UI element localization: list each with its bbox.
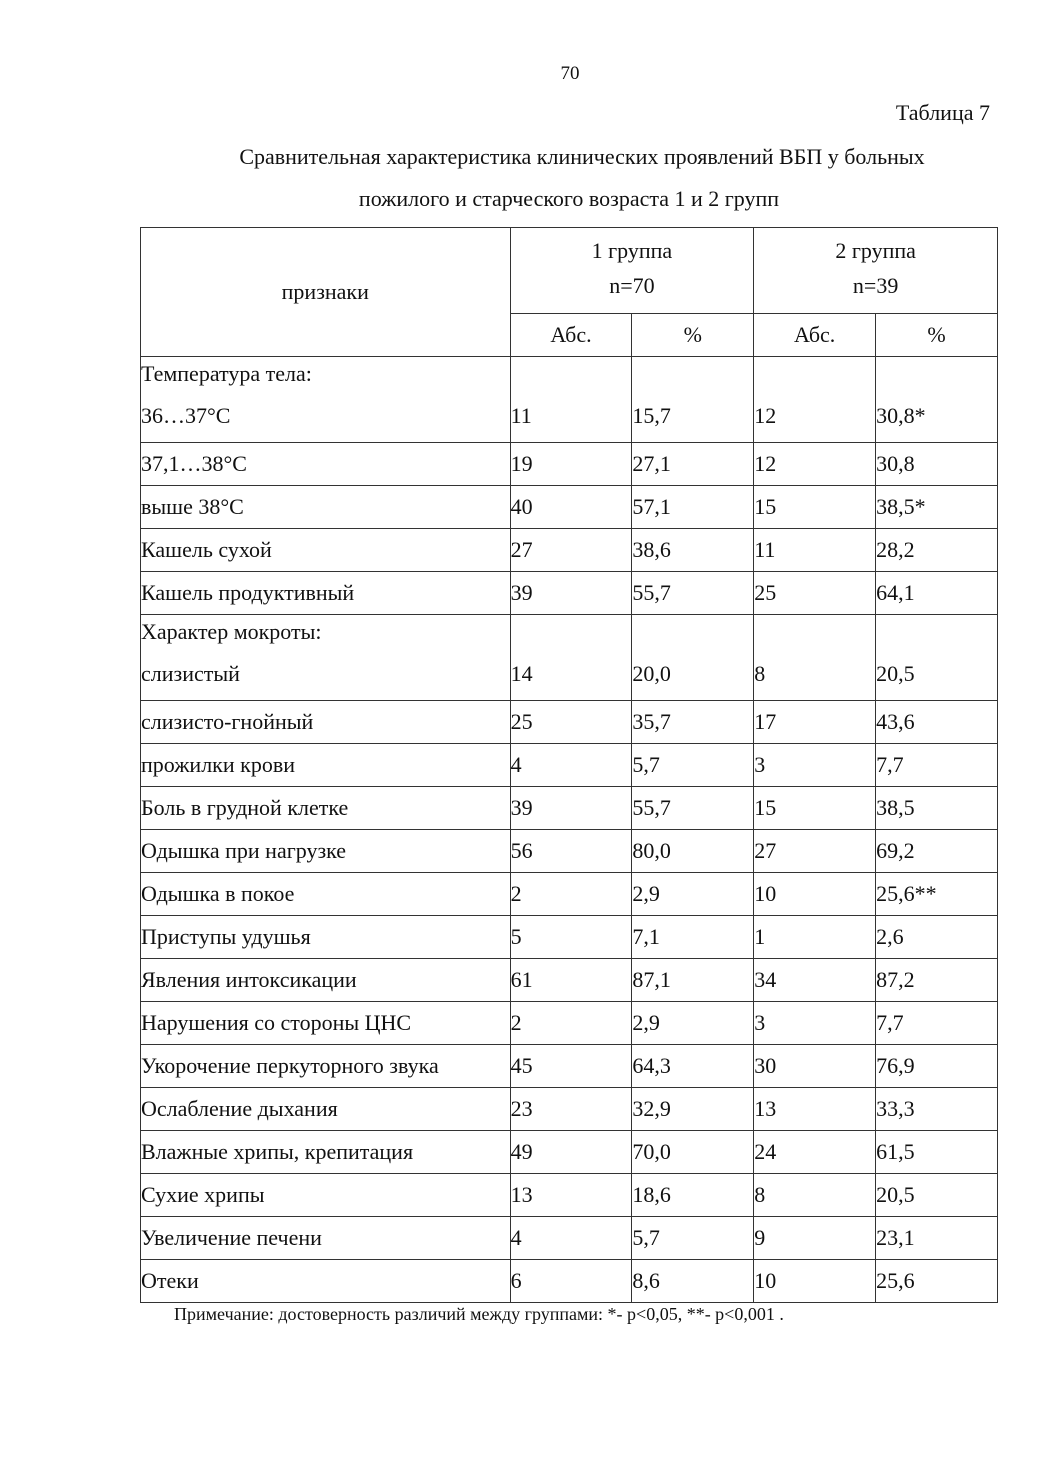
group-2-pct-value: 76,9 <box>876 1045 998 1088</box>
feature-label <box>141 1174 511 1217</box>
group-2-abs-value: 9 <box>754 1217 876 1260</box>
group-1-pct-value: 15,7 <box>632 357 754 443</box>
group-1-abs-value: 4 <box>510 744 632 787</box>
table-row <box>141 1260 998 1303</box>
group-1-abs-value: 56 <box>510 830 632 873</box>
group-1-pct-value: 20,0 <box>632 615 754 701</box>
table-row <box>141 787 998 830</box>
group-2-abs-value: 27 <box>754 830 876 873</box>
group-2-pct-value: 64,1 <box>876 572 998 615</box>
feature-group-heading: Температура тела: <box>141 361 312 386</box>
group-2-pct-value: 28,2 <box>876 529 998 572</box>
feature-name: Ослабление дыхания <box>141 1096 338 1121</box>
group-1-pct-value: 55,7 <box>632 572 754 615</box>
feature-label <box>141 1131 511 1174</box>
group-1-abs-value: 25 <box>510 701 632 744</box>
header-group-2 <box>754 228 998 314</box>
group-2-abs-value: 24 <box>754 1131 876 1174</box>
header-group-2-pct: % <box>876 314 998 357</box>
group-2-n: n=39 <box>852 272 899 298</box>
feature-name: Явления интоксикации <box>141 967 357 992</box>
feature-label <box>141 1002 511 1045</box>
group-2-abs-value: 12 <box>754 357 876 443</box>
group-1-abs-value: 39 <box>510 572 632 615</box>
feature-label <box>141 830 511 873</box>
group-2-abs-value: 15 <box>754 787 876 830</box>
group-1-abs-value: 2 <box>510 873 632 916</box>
group-1-pct-value: 57,1 <box>632 486 754 529</box>
group-1-pct-value: 7,1 <box>632 916 754 959</box>
group-2-pct-value: 7,7 <box>876 744 998 787</box>
group-2-abs-value: 8 <box>754 1174 876 1217</box>
group-2-pct-value: 25,6** <box>876 873 998 916</box>
group-1-pct-value: 70,0 <box>632 1131 754 1174</box>
table-row <box>141 572 998 615</box>
header-group-2-abs: Абс. <box>754 314 876 357</box>
table-body <box>141 357 998 1303</box>
group-1-pct-value: 2,9 <box>632 873 754 916</box>
clinical-features-table <box>140 227 998 1303</box>
group-2-abs-value: 8 <box>754 615 876 701</box>
feature-name: Одышка при нагрузке <box>141 838 347 863</box>
group-1-abs-value: 11 <box>510 357 632 443</box>
feature-name: Отеки <box>141 1268 199 1293</box>
table-row <box>141 1002 998 1045</box>
header-group-1-pct: % <box>632 314 754 357</box>
table-row <box>141 486 998 529</box>
header-group-1 <box>510 228 754 314</box>
group-2-pct-value: 7,7 <box>876 1002 998 1045</box>
group-1-abs-value: 45 <box>510 1045 632 1088</box>
group-2-name: 2 группа <box>835 237 916 263</box>
group-1-abs-value: 2 <box>510 1002 632 1045</box>
group-1-abs-value: 4 <box>510 1217 632 1260</box>
group-2-pct-value: 43,6 <box>876 701 998 744</box>
group-1-n: n=70 <box>609 272 655 298</box>
group-2-abs-value: 13 <box>754 1088 876 1131</box>
table-title-line-1: Сравнительная характеристика клинических проявлений ВБП у больных <box>239 144 925 169</box>
group-2-pct-value: 20,5 <box>876 615 998 701</box>
table-row <box>141 615 998 701</box>
group-1-pct-value: 55,7 <box>632 787 754 830</box>
table-row <box>141 873 998 916</box>
feature-label <box>141 615 511 701</box>
group-2-abs-value: 17 <box>754 701 876 744</box>
table-note: Примечание: достоверность различий между группами: *- p<0,05, **- p<0,001 . <box>174 1304 784 1324</box>
feature-name: Укорочение перкуторного звука <box>141 1053 439 1078</box>
group-2-pct-value: 61,5 <box>876 1131 998 1174</box>
feature-label <box>141 744 511 787</box>
feature-name: Кашель продуктивный <box>141 580 355 605</box>
group-1-abs-value: 23 <box>510 1088 632 1131</box>
group-1-abs-value: 27 <box>510 529 632 572</box>
group-1-pct-value: 32,9 <box>632 1088 754 1131</box>
feature-label <box>141 1088 511 1131</box>
group-2-abs-value: 10 <box>754 873 876 916</box>
feature-name: выше 38°С <box>141 494 244 519</box>
group-1-abs-value: 13 <box>510 1174 632 1217</box>
feature-name: Одышка в покое <box>141 881 295 906</box>
table-label: Таблица 7 <box>895 100 990 125</box>
feature-name: Сухие хрипы <box>141 1182 265 1207</box>
feature-name: 37,1…38°С <box>141 451 247 476</box>
feature-name: слизисто-гнойный <box>141 709 314 734</box>
feature-name: Увеличение печени <box>141 1225 322 1250</box>
table-row <box>141 1045 998 1088</box>
feature-name: Нарушения со стороны ЦНС <box>141 1010 412 1035</box>
group-1-name: 1 группа <box>591 237 673 263</box>
feature-label <box>141 486 511 529</box>
feature-name: Влажные хрипы, крепитация <box>141 1139 414 1164</box>
group-2-abs-value: 1 <box>754 916 876 959</box>
group-2-pct-value: 2,6 <box>876 916 998 959</box>
group-1-pct-value: 18,6 <box>632 1174 754 1217</box>
feature-name: 36…37°С <box>141 403 231 428</box>
group-1-abs-value: 61 <box>510 959 632 1002</box>
group-1-abs-value: 39 <box>510 787 632 830</box>
group-1-abs-value: 19 <box>510 443 632 486</box>
group-1-pct-value: 35,7 <box>632 701 754 744</box>
feature-label <box>141 701 511 744</box>
feature-label <box>141 529 511 572</box>
feature-label <box>141 443 511 486</box>
group-2-abs-value: 11 <box>754 529 876 572</box>
group-1-pct-value: 87,1 <box>632 959 754 1002</box>
group-1-pct-value: 5,7 <box>632 744 754 787</box>
table-row <box>141 830 998 873</box>
feature-label <box>141 873 511 916</box>
group-2-pct-value: 33,3 <box>876 1088 998 1131</box>
feature-name: прожилки крови <box>141 752 295 777</box>
table-row <box>141 529 998 572</box>
table-row <box>141 357 998 443</box>
feature-name: Боль в грудной клетке <box>141 795 349 820</box>
feature-label <box>141 1217 511 1260</box>
feature-name: слизистый <box>141 661 240 686</box>
feature-group-heading: Характер мокроты: <box>141 619 322 644</box>
group-1-abs-value: 6 <box>510 1260 632 1303</box>
header-group-1-abs: Абс. <box>510 314 632 357</box>
group-1-pct-value: 80,0 <box>632 830 754 873</box>
group-1-abs-value: 5 <box>510 916 632 959</box>
group-2-pct-value: 38,5* <box>876 486 998 529</box>
table-row <box>141 744 998 787</box>
group-2-pct-value: 23,1 <box>876 1217 998 1260</box>
group-1-abs-value: 40 <box>510 486 632 529</box>
group-1-pct-value: 38,6 <box>632 529 754 572</box>
group-1-abs-value: 14 <box>510 615 632 701</box>
table-row <box>141 959 998 1002</box>
feature-label <box>141 1260 511 1303</box>
table-row <box>141 1217 998 1260</box>
feature-label <box>141 787 511 830</box>
group-2-pct-value: 20,5 <box>876 1174 998 1217</box>
group-2-abs-value: 25 <box>754 572 876 615</box>
group-2-pct-value: 38,5 <box>876 787 998 830</box>
group-2-abs-value: 10 <box>754 1260 876 1303</box>
group-2-pct-value: 69,2 <box>876 830 998 873</box>
group-1-pct-value: 64,3 <box>632 1045 754 1088</box>
page-number: 70 <box>560 63 580 84</box>
group-1-pct-value: 8,6 <box>632 1260 754 1303</box>
table-row <box>141 701 998 744</box>
feature-label <box>141 572 511 615</box>
table-row <box>141 443 998 486</box>
group-1-pct-value: 5,7 <box>632 1217 754 1260</box>
feature-label <box>141 1045 511 1088</box>
feature-name: Приступы удушья <box>141 924 311 949</box>
group-1-pct-value: 27,1 <box>632 443 754 486</box>
group-2-pct-value: 30,8* <box>876 357 998 443</box>
table-title-line-2: пожилого и старческого возраста 1 и 2 групп <box>358 186 780 211</box>
table-row <box>141 916 998 959</box>
header-feature: признаки <box>141 228 511 357</box>
group-2-abs-value: 15 <box>754 486 876 529</box>
group-2-pct-value: 25,6 <box>876 1260 998 1303</box>
feature-label <box>141 916 511 959</box>
group-1-abs-value: 49 <box>510 1131 632 1174</box>
group-2-abs-value: 12 <box>754 443 876 486</box>
group-2-abs-value: 3 <box>754 744 876 787</box>
feature-label <box>141 357 511 443</box>
group-2-pct-value: 30,8 <box>876 443 998 486</box>
feature-name: Кашель сухой <box>141 537 272 562</box>
group-2-abs-value: 30 <box>754 1045 876 1088</box>
table-row <box>141 1088 998 1131</box>
group-2-abs-value: 3 <box>754 1002 876 1045</box>
table-row <box>141 1131 998 1174</box>
group-1-pct-value: 2,9 <box>632 1002 754 1045</box>
table-row <box>141 1174 998 1217</box>
group-2-pct-value: 87,2 <box>876 959 998 1002</box>
feature-label <box>141 959 511 1002</box>
group-2-abs-value: 34 <box>754 959 876 1002</box>
